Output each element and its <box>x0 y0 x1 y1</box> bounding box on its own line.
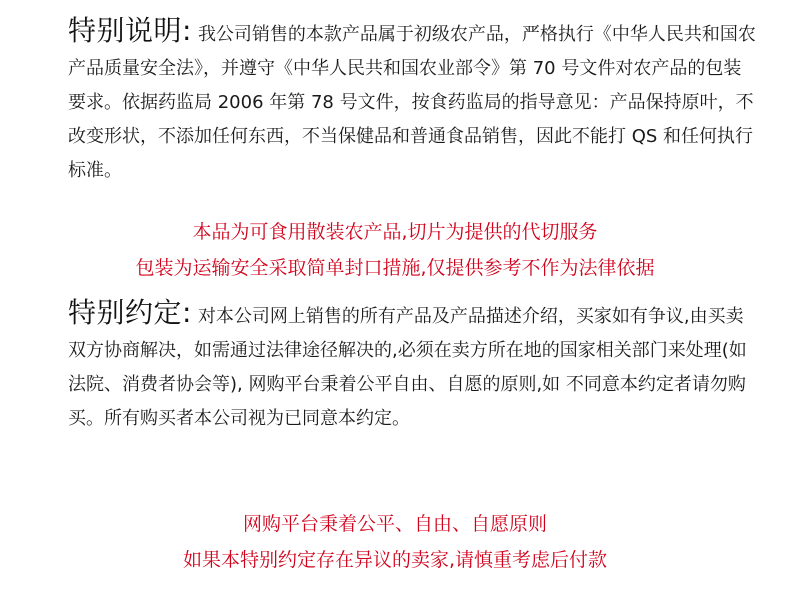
special-agreement-heading: 特别约定: <box>68 296 192 329</box>
special-agreement-paragraph <box>68 296 758 436</box>
purchase-notice-line-2: 如果本特别约定存在异议的卖家,请慎重考虑后付款 <box>182 549 608 571</box>
special-statement-section <box>68 14 758 188</box>
special-statement-body: 我公司销售的本款产品属于初级农产品，严格执行《中华人民共和国农产品质量安全法》，并遵守《中华人民共和国农业部令》第 70 号文件对农产品的包装要求。依据药监局 2006 年第 78 号文件，按食药监局的指导意见：产品保持原叶，不改变形状，不添加任何东西，不当保健品和普通食品销售，因此不能打 QS 和任何执行标准。 <box>68 24 756 181</box>
product-notice-line-2: 包装为运输安全采取简单封口措施,仅提供参考不作为法律依据 <box>135 257 655 279</box>
purchase-notice-line-1: 网购平台秉着公平、自由、自愿原则 <box>242 513 547 535</box>
special-agreement-section <box>68 296 758 436</box>
special-statement-paragraph <box>68 14 758 188</box>
product-notice-line-1: 本品为可食用散装农产品,切片为提供的代切服务 <box>192 221 598 243</box>
special-statement-heading: 特别说明: <box>68 14 192 47</box>
special-agreement-body: 对本公司网上销售的所有产品及产品描述介绍，买家如有争议,由买卖双方协商解决，如需通过法律途径解决的,必须在卖方所在地的国家相关部门来处理(如法院、消费者协会等), 网购平台秉着公平自由、自愿的原则,如 不同意本约定者请勿购买。所有购买者本公司视为已同意本约定。 <box>68 306 747 429</box>
product-notice <box>0 214 790 286</box>
purchase-notice <box>0 506 790 578</box>
